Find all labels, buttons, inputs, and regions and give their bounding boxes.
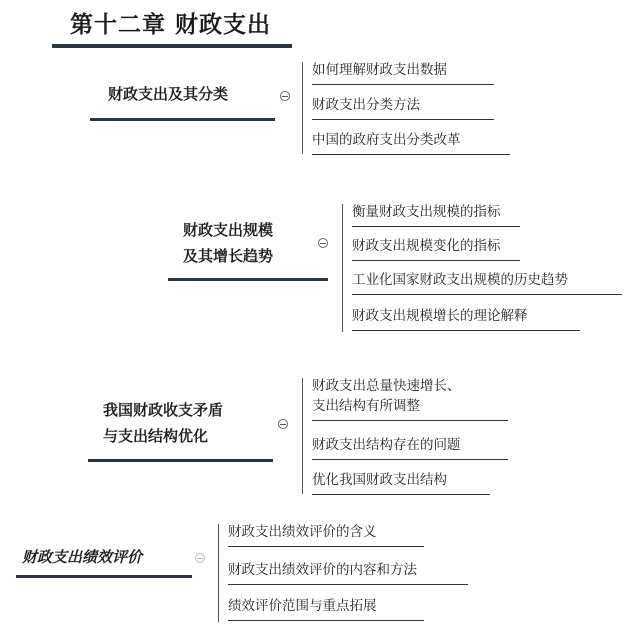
- topic-4-collapse-icon[interactable]: [195, 553, 205, 563]
- topic-2-label-line-2[interactable]: 及其增长趋势: [183, 247, 274, 265]
- topic-1-underline: [90, 118, 275, 121]
- topic-4-item-1[interactable]: 财政支出绩效评价的含义: [228, 522, 424, 547]
- topic-4-branch-line: [218, 524, 219, 622]
- topic-4-item-3[interactable]: 绩效评价范围与重点拓展: [228, 596, 424, 621]
- topic-4-item-2[interactable]: 财政支出绩效评价的内容和方法: [228, 560, 468, 585]
- topic-3-item-1[interactable]: [312, 376, 508, 421]
- topic-1-collapse-icon[interactable]: [280, 91, 290, 101]
- topic-3-item-1-line-1: 财政支出总量快速增长、: [312, 378, 461, 394]
- topic-3-item-2[interactable]: 财政支出结构存在的问题: [312, 435, 508, 460]
- chapter-title: 第十二章 财政支出: [70, 12, 272, 38]
- topic-1-label[interactable]: 财政支出及其分类: [108, 85, 229, 103]
- topic-4-label[interactable]: 财政支出绩效评价: [22, 548, 143, 566]
- topic-2-item-2[interactable]: 财政支出规模变化的指标: [352, 236, 520, 261]
- topic-3-label-line-2[interactable]: 与支出结构优化: [103, 427, 209, 445]
- topic-2-label-line-1[interactable]: 财政支出规模: [183, 221, 274, 239]
- topic-2-item-3[interactable]: 工业化国家财政支出规模的历史趋势: [352, 270, 622, 295]
- topic-2-item-1[interactable]: 衡量财政支出规模的指标: [352, 202, 520, 227]
- topic-3-item-3[interactable]: 优化我国财政支出结构: [312, 470, 490, 495]
- topic-1-item-1[interactable]: 如何理解财政支出数据: [312, 60, 494, 85]
- topic-2-item-4[interactable]: 财政支出规模增长的理论解释: [352, 306, 580, 331]
- topic-1-item-3[interactable]: 中国的政府支出分类改革: [312, 130, 510, 155]
- topic-2-branch-line: [342, 204, 343, 332]
- topic-3-collapse-icon[interactable]: [278, 419, 288, 429]
- topic-3-underline: [88, 459, 273, 462]
- topic-3-label-line-1[interactable]: 我国财政收支矛盾: [103, 401, 224, 419]
- topic-1-item-2[interactable]: 财政支出分类方法: [312, 95, 494, 120]
- topic-2-collapse-icon[interactable]: [318, 238, 328, 248]
- topic-2-underline: [168, 278, 328, 281]
- topic-1-branch-line: [302, 62, 303, 154]
- topic-4-underline: [16, 575, 192, 578]
- topic-3-item-1-line-2: 支出结构有所调整: [312, 398, 420, 414]
- topic-3-branch-line: [302, 378, 303, 494]
- title-underline: [52, 44, 292, 48]
